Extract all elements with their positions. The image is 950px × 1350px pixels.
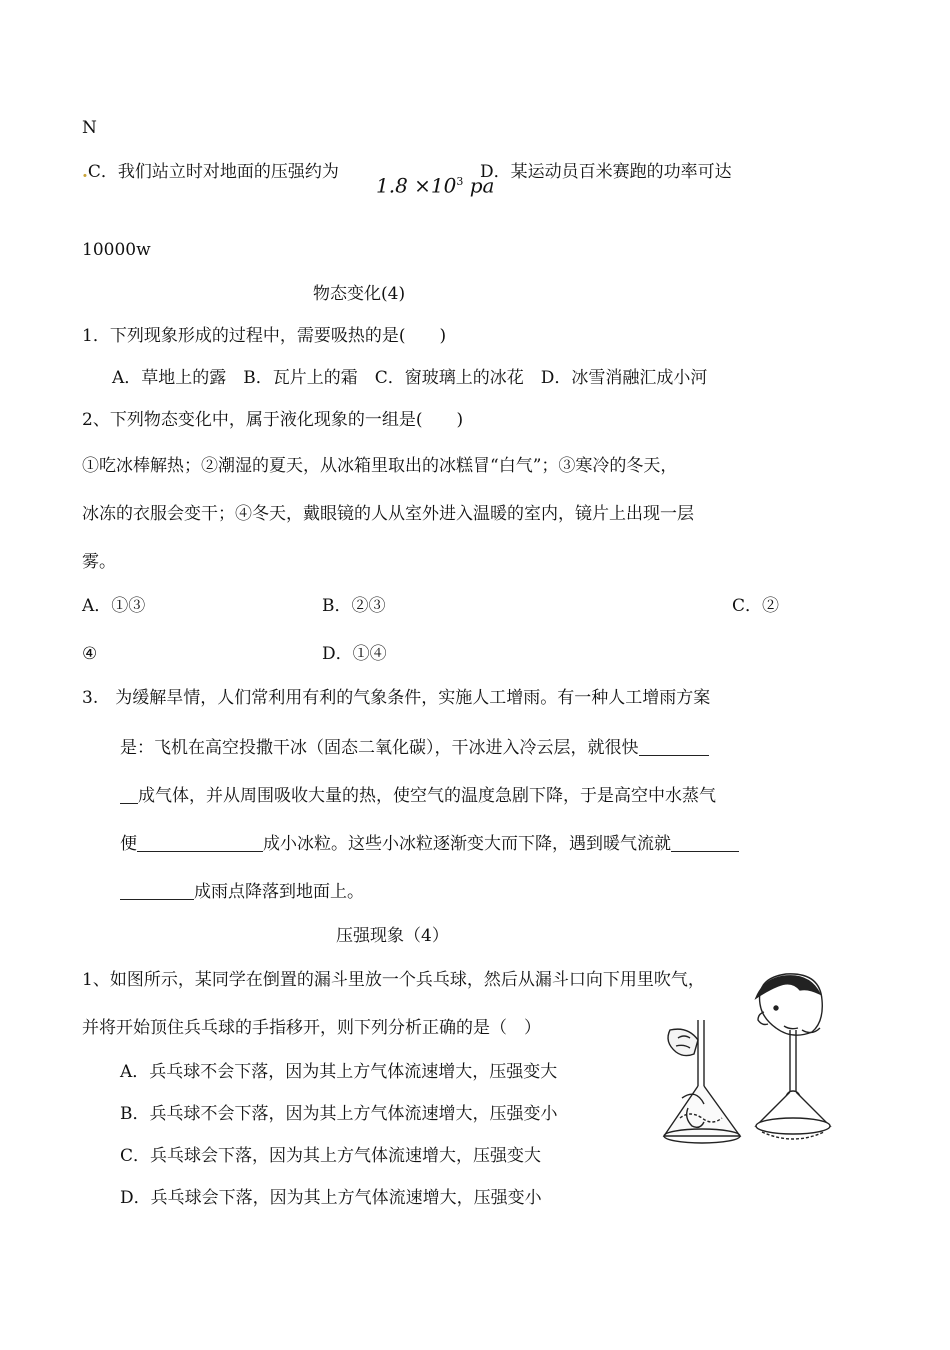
p-q1-option-b: B．兵乓球不会下落，因为其上方气体流速增大，压强变小 (120, 1104, 558, 1124)
p-q1-option-c: C．兵乓球会下落，因为其上方气体流速增大，压强变大 (120, 1146, 542, 1166)
funnel-experiment-illustration (652, 968, 842, 1148)
option-d-continuation: 10000w (82, 240, 151, 260)
pressure-formula (376, 170, 494, 198)
q3-line1: 3. 为缓解旱情，人们常利用有利的气象条件，实施人工增雨。有一种人工增雨方案 (82, 688, 711, 708)
q3-line2 (120, 736, 709, 760)
q3-line3-text: 成气体，并从周围吸收大量的热，使空气的温度急剧下降，于是高空中水蒸气 (138, 786, 716, 806)
section-title-state-change: 物态变化(4) (313, 284, 406, 304)
fragment-n: N (82, 118, 97, 138)
option-c-text: C．我们站立时对地面的压强约为 (87, 162, 339, 182)
hand-funnel-figure (664, 1020, 740, 1143)
q2-stem: 2、下列物态变化中，属于液化现象的一组是( ) (82, 410, 464, 430)
section-title-pressure: 压强现象（4） (336, 926, 449, 946)
answer-blank-3a[interactable] (671, 833, 739, 852)
marker-dot: . (82, 162, 88, 182)
q2-option-d: D．①④ (322, 644, 387, 664)
child-figure (756, 974, 830, 1139)
p-q1-option-a: A．兵乓球不会下落，因为其上方气体流速增大，压强变大 (120, 1062, 558, 1082)
p-q1-option-d: D．兵乓球会下落，因为其上方气体流速增大，压强变小 (120, 1188, 542, 1208)
option-d-text: D．某运动员百米赛跑的功率可达 (480, 162, 732, 182)
q2-option-c: C．② (732, 596, 780, 616)
q2-body-line3: 雾。 (82, 552, 116, 572)
q3-line5 (120, 880, 364, 904)
q3-line3 (120, 784, 716, 808)
answer-blank-3b[interactable] (120, 881, 194, 900)
q3-line5-text: 成雨点降落到地面上。 (194, 882, 364, 902)
formula-base: 1.8 ×10 (376, 173, 457, 198)
q3-line4-start: 便 (120, 834, 137, 854)
answer-blank-1b[interactable] (120, 785, 138, 804)
q3-line4-text: 成小冰粒。这些小冰粒逐渐变大而下降，遇到暖气流就 (263, 834, 671, 854)
formula-unit: pa (463, 173, 495, 198)
q2-body-line2: 冰冻的衣服会变干；④冬天，戴眼镜的人从室外进入温暖的室内，镜片上出现一层 (82, 504, 694, 524)
q2-body-line1: ①吃冰棒解热；②潮湿的夏天，从冰箱里取出的冰糕冒“白气”；③寒冷的冬天， (82, 456, 678, 476)
formula-exponent: 3 (456, 175, 464, 188)
answer-blank-1a[interactable] (639, 737, 709, 756)
p-q1-line1: 1、如图所示，某同学在倒置的漏斗里放一个兵乓球，然后从漏斗口向下用里吹气， (82, 970, 705, 990)
q1-stem: 1．下列现象形成的过程中，需要吸热的是( ) (82, 326, 447, 346)
q2-option-b: B．②③ (322, 596, 386, 616)
p-q1-line2: 并将开始顶住兵乓球的手指移开，则下列分析正确的是（ ） (82, 1018, 541, 1038)
q1-options: A．草地上的露 B．瓦片上的霜 C．窗玻璃上的冰花 D．冰雪消融汇成小河 (112, 368, 708, 388)
q3-line4 (120, 832, 739, 856)
q3-line2-text: 是：飞机在高空投撒干冰（固态二氧化碳），干冰进入冷云层，就很快 (120, 738, 639, 758)
q2-option-c-continuation: ④ (82, 644, 98, 664)
option-c-pressure (82, 160, 339, 184)
answer-blank-2[interactable] (137, 833, 263, 852)
q2-option-a: A．①③ (82, 596, 146, 616)
